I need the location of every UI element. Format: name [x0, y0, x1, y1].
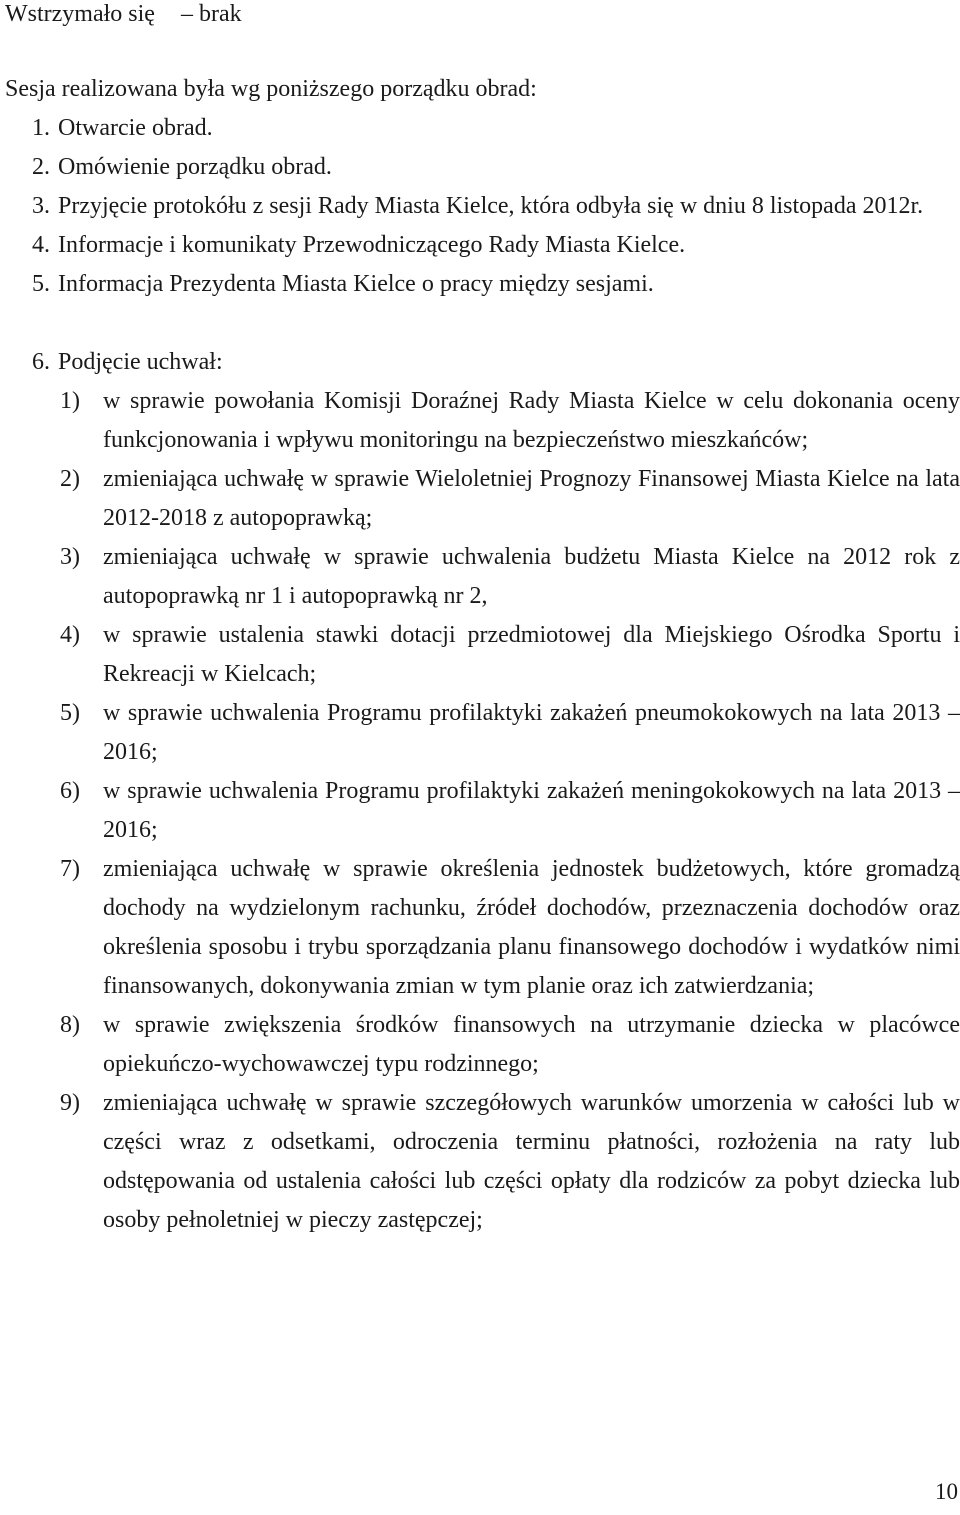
resolution-text: zmieniająca uchwałę w sprawie Wieloletniej Prognozy Finansowej Miasta Kielce na lata 2012-2018 z autopoprawką;	[103, 466, 960, 531]
resolution-number: 5)	[60, 700, 80, 726]
agenda-item-number: 2.	[32, 154, 50, 180]
resolution-text: w sprawie ustalenia stawki dotacji przedmiotowej dla Miejskiego Ośrodka Sportu i Rekreacji w Kielcach;	[103, 622, 960, 687]
resolution-number: 2)	[60, 466, 80, 492]
agenda-intro: Sesja realizowana była wg poniższego porządku obrad:	[5, 76, 537, 102]
vote-abstain-value: – brak	[180, 1, 242, 27]
resolution-text: zmieniająca uchwałę w sprawie uchwalenia budżetu Miasta Kielce na 2012 rok z autopoprawką nr 1 i autopoprawką nr 2,	[103, 544, 960, 609]
resolution-number: 3)	[60, 544, 80, 570]
resolution-number: 9)	[60, 1090, 80, 1116]
resolution-item	[0, 538, 960, 616]
agenda-item-number: 5.	[32, 271, 50, 297]
resolution-text: w sprawie uchwalenia Programu profilaktyki zakażeń meningokokowych na lata 2013 – 2016;	[103, 778, 960, 843]
agenda-item	[0, 343, 960, 382]
agenda-item-number: 6.	[32, 349, 50, 375]
agenda-item	[0, 109, 960, 148]
resolution-item	[0, 460, 960, 538]
resolution-number: 4)	[60, 622, 80, 648]
spacer	[0, 304, 960, 343]
agenda-item-text: Informacja Prezydenta Miasta Kielce o pracy między sesjami.	[58, 271, 654, 297]
page-number: 10	[935, 1479, 958, 1504]
vote-abstain-label: Wstrzymało się	[5, 1, 155, 27]
agenda-item-text: Przyjęcie protokółu z sesji Rady Miasta Kielce, która odbyła się w dniu 8 listopada 2012r.	[58, 193, 924, 219]
resolution-text: w sprawie zwiększenia środków finansowych na utrzymanie dziecka w placówce opiekuńczo-wychowawczej typu rodzinnego;	[103, 1012, 960, 1077]
agenda-item	[0, 265, 960, 304]
agenda-item	[0, 148, 960, 187]
resolution-item	[0, 1084, 960, 1240]
agenda-item-text: Podjęcie uchwał:	[58, 349, 223, 375]
resolution-item	[0, 1006, 960, 1084]
agenda-item	[0, 226, 960, 265]
resolution-list	[0, 382, 960, 1240]
resolution-text: zmieniająca uchwałę w sprawie określenia jednostek budżetowych, które gromadzą dochody na wydzielonym rachunku, źródeł dochodów, przeznaczenia dochodów oraz określenia sposobu i trybu sporządzania planu finansowego dochodów i wydatków nimi finansowanych, dokonywania zmian w tym planie oraz ich zatwierdzania;	[103, 856, 960, 999]
agenda-item-number: 1.	[32, 115, 50, 141]
resolution-item	[0, 694, 960, 772]
agenda-item	[0, 187, 960, 226]
agenda-item-number: 3.	[32, 193, 50, 219]
resolution-number: 6)	[60, 778, 80, 804]
agenda-item-text: Omówienie porządku obrad.	[58, 154, 332, 180]
resolution-text: w sprawie uchwalenia Programu profilaktyki zakażeń pneumokokowych na lata 2013 – 2016;	[103, 700, 960, 765]
agenda-item-text: Otwarcie obrad.	[58, 115, 213, 141]
vote-abstain-line	[5, 0, 242, 34]
resolution-number: 7)	[60, 856, 80, 882]
resolution-item	[0, 382, 960, 460]
resolution-item	[0, 850, 960, 1006]
resolution-number: 1)	[60, 388, 80, 414]
resolution-number: 8)	[60, 1012, 80, 1038]
resolution-text: w sprawie powołania Komisji Doraźnej Rady Miasta Kielce w celu dokonania oceny funkcjonowania i wpływu monitoringu na bezpieczeństwo mieszkańców;	[103, 388, 960, 453]
resolution-item	[0, 772, 960, 850]
agenda-list	[0, 109, 960, 1240]
agenda-item-number: 4.	[32, 232, 50, 258]
agenda-item-text: Informacje i komunikaty Przewodniczącego Rady Miasta Kielce.	[58, 232, 686, 258]
resolution-text: zmieniająca uchwałę w sprawie szczegółowych warunków umorzenia w całości lub w części wraz z odsetkami, odroczenia terminu płatności, rozłożenia na raty lub odstępowania od ustalenia całości lub części opłaty dla rodziców za pobyt dziecka lub osoby pełnoletniej w pieczy zastępczej;	[103, 1090, 960, 1233]
resolution-item	[0, 616, 960, 694]
